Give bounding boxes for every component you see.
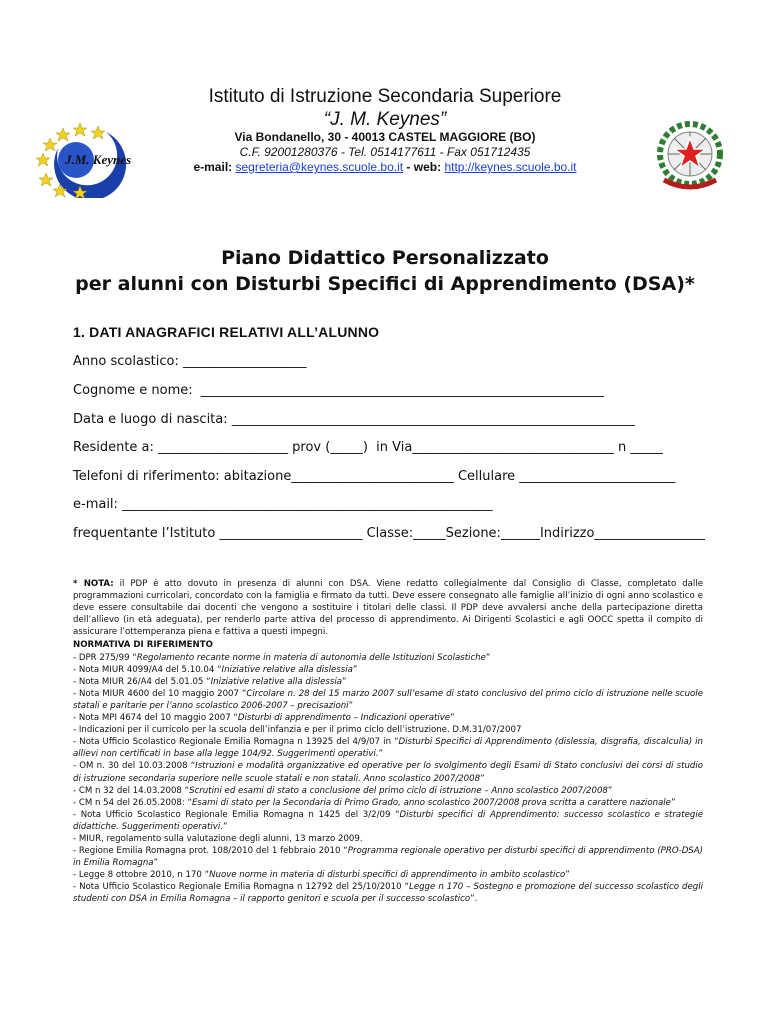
normativa-item-it: Disturbi specifici di Apprendimento: successo scolastico e strategie didattiche. Suggerimenti operativi.: [73, 809, 703, 832]
field-telefoni[interactable]: Telefoni di riferimento: abitazione_________________________ Cellulare ________________________: [73, 469, 676, 484]
normativa-item: [73, 833, 703, 845]
normativa-item-pre: - CM n 54 del 26.05.2008: “: [73, 797, 192, 808]
normativa-item: [73, 724, 703, 736]
normativa-item-pre: - Nota MIUR 4099/A4 del 5.10.04 “: [73, 664, 222, 675]
normativa-item-it: Esami di stato per la Secondaria di Primo Grado, anno scolastico 2007/2008 prova scritta a carattere nazionale: [191, 797, 671, 808]
normativa-item: [73, 688, 703, 712]
normativa-item: [73, 785, 703, 797]
normativa-item-pre: - Nota MPI 4674 del 10 maggio 2007 “: [73, 713, 238, 724]
normativa-item: [73, 845, 703, 869]
normativa-item-post: ”: [607, 785, 613, 796]
normativa-item: [73, 664, 703, 676]
logo-text: J.M. Keynes: [65, 152, 132, 167]
normativa-item: [73, 809, 703, 833]
normativa-item-post: ”.: [470, 894, 478, 905]
field-residenza[interactable]: Residente a: ____________________ prov (_____) in Via_______________________________ n _____: [73, 440, 663, 455]
normativa-item-it: Iniziative relative alla dislessia: [210, 676, 342, 687]
normativa-item-it: Regolamento recante norme in materia di autonomia delle Istituzioni Scolastiche: [136, 652, 486, 663]
nota-paragraph: [73, 578, 703, 638]
normativa-item-pre: - Nota Ufficio Scolastico Regionale Emilia Romagna n 1425 del 3/2/09 “: [73, 809, 400, 820]
normativa-item: [73, 881, 703, 905]
normativa-item-post: ”: [352, 664, 358, 675]
contact-line: [0, 160, 770, 174]
normativa-item: [73, 676, 703, 688]
normativa-item-it: Disturbi di apprendimento – Indicazioni operative: [237, 713, 451, 724]
normativa-item-it: Nuove norme in materia di disturbi specifici di apprendimento in ambito scolastico: [209, 870, 566, 881]
normativa-item-it: Istruzioni e modalità organizzative ed operative per lo svolgimento degli Esami di Stato conclusivi dei corsi di studio di istruzione secondaria superiore nelle scuole statali e non statali. Anno scolastico 2007/2008: [73, 761, 703, 784]
institute-name: Istituto di Istruzione Secondaria Superiore: [208, 86, 562, 107]
email-link[interactable]: segreteria@keynes.scuole.bo.it: [235, 160, 404, 174]
section-heading: 1. DATI ANAGRAFICI RELATIVI ALL’ALUNNO: [73, 324, 380, 340]
normativa-item: [73, 652, 703, 664]
normativa-item-it: Disturbi Specifici di Apprendimento (dislessia, disgrafia, discalculia) in allievi non certificati in base alla legge 104/92. Suggerimenti operativi.: [73, 737, 703, 760]
web-link[interactable]: http://keynes.scuole.bo.it: [444, 160, 577, 174]
normativa-item-pre: - Nota MIUR 4600 del 10 maggio 2007 “: [73, 688, 247, 699]
normativa-item: [73, 797, 703, 809]
normativa-item-post: ”: [223, 821, 228, 832]
notes-block: [73, 578, 703, 906]
normativa-item-pre: - CM n 32 del 14.03.2008 “: [73, 785, 190, 796]
normativa-item-post: ”: [480, 773, 485, 784]
field-anno-scolastico[interactable]: Anno scolastico: ___________________: [73, 354, 307, 369]
normativa-item-pre: - Regione Emilia Romagna prot. 108/2010 del 1 febbraio 2010 “: [73, 846, 348, 857]
nota-text: il PDP è atto dovuto in presenza di alunni con DSA. Viene redatto collegialmente dal Consiglio di Classe, completato dalle programmazioni curricolari, concordato con la famiglia e firmato da tutti. Deve essere consegnato alle famiglie all’inizio di ogni anno scolastico e deve essere consultabile dai docenti che vengono a sostituire i titolari delle classi. Il PDP deve avvalersi anche della partecipazione diretta dell’allievo (in età adeguata), per renderlo parte attiva del processo di apprendimento. Ai Dirigenti Scolastici e agli OOCC spetta il compito di assicurare l’ottemperanza piena e fattiva a questi impegni.: [73, 579, 703, 638]
normativa-heading: NORMATIVA DI RIFERIMENTO: [73, 640, 213, 651]
normativa-item-it: Iniziative relative alla dislessia: [221, 664, 353, 675]
normativa-item-pre: - Legge 8 ottobre 2010, n 170 “: [73, 870, 210, 881]
normativa-item: [73, 736, 703, 760]
field-data-luogo-nascita[interactable]: Data e luogo di nascita: ______________________________________________________________: [73, 412, 635, 427]
normativa-item-post: ”: [565, 870, 570, 881]
field-istituto-classe[interactable]: frequentante l’Istituto ______________________ Classe:_____Sezione:______Indirizzo_________________: [73, 526, 705, 541]
normativa-item-it: Circolare n. 28 del 15 marzo 2007 sull’esame di stato conclusivo del primo ciclo di istruzione nelle scuole statali e paritarie per l’anno scolastico 2006-2007 – precisazioni: [73, 688, 703, 711]
normativa-item-pre: - OM n. 30 del 10.03.2008 “: [73, 761, 196, 772]
normativa-item-it: Scrutini ed esami di stato a conclusione del primo ciclo di istruzione – Anno scolastico 2007/2008: [189, 785, 608, 796]
title-line-2: per alunni con Disturbi Specifici di Apprendimento (DSA)*: [75, 273, 695, 295]
normativa-item-post: ”: [153, 858, 159, 869]
field-cognome-nome[interactable]: Cognome e nome: ______________________________________________________________: [73, 383, 604, 398]
normativa-item-post: ”: [670, 797, 676, 808]
normativa-item-it: Legge n 170 – Sostegno e promozione del successo scolastico degli studenti con DSA in Emilia Romagna – il rapporto genitori e scuola per il successo scolastico: [73, 882, 703, 905]
normativa-item-pre: - Nota Ufficio Scolastico Regionale Emilia Romagna n 13925 del 4/9/07 in “: [73, 737, 399, 748]
normativa-item-post: ”: [341, 676, 347, 687]
normativa-item-post: ”: [378, 749, 384, 760]
title-line-1: Piano Didattico Personalizzato: [221, 247, 549, 269]
normativa-item: [73, 869, 703, 881]
normativa-item-it: Programma regionale operativo per disturbi specifici di apprendimento (PRO-DSA) in Emilia Romagna: [73, 846, 703, 869]
normativa-item-pre: - Nota Ufficio Scolastico Regionale Emilia Romagna n 12792 del 25/10/2010 “: [73, 882, 410, 893]
document-title: [0, 245, 770, 297]
email-label: e-mail:: [193, 160, 236, 174]
normativa-item-post: ”: [450, 713, 455, 724]
normativa-item-post: ”: [348, 700, 354, 711]
institute-subtitle: “J. M. Keynes”: [323, 109, 447, 130]
normativa-item-pre: - Indicazioni per il curricolo per la scuola dell’infanzia e per il primo ciclo dell’istruzione. D.M.31/07/2007: [73, 725, 522, 736]
normativa-item: [73, 760, 703, 784]
normativa-item: [73, 712, 703, 724]
web-label: - web:: [403, 160, 445, 174]
normativa-item-pre: - DPR 275/99 “: [73, 652, 137, 663]
normativa-item-post: ”: [485, 652, 491, 663]
nota-label: * NOTA:: [73, 579, 114, 589]
institute-codes: C.F. 92001280376 - Tel. 0514177611 - Fax 051712435: [239, 145, 531, 159]
field-email[interactable]: e-mail: _________________________________________________________: [73, 497, 493, 512]
normativa-item-pre: - MIUR, regolamento sulla valutazione degli alunni, 13 marzo 2009.: [73, 833, 363, 844]
normativa-item-pre: - Nota MIUR 26/A4 del 5.01.05 “: [73, 676, 211, 687]
institute-address: Via Bondanello, 30 - 40013 CASTEL MAGGIORE (BO): [234, 130, 536, 144]
normativa-list: [73, 652, 703, 906]
